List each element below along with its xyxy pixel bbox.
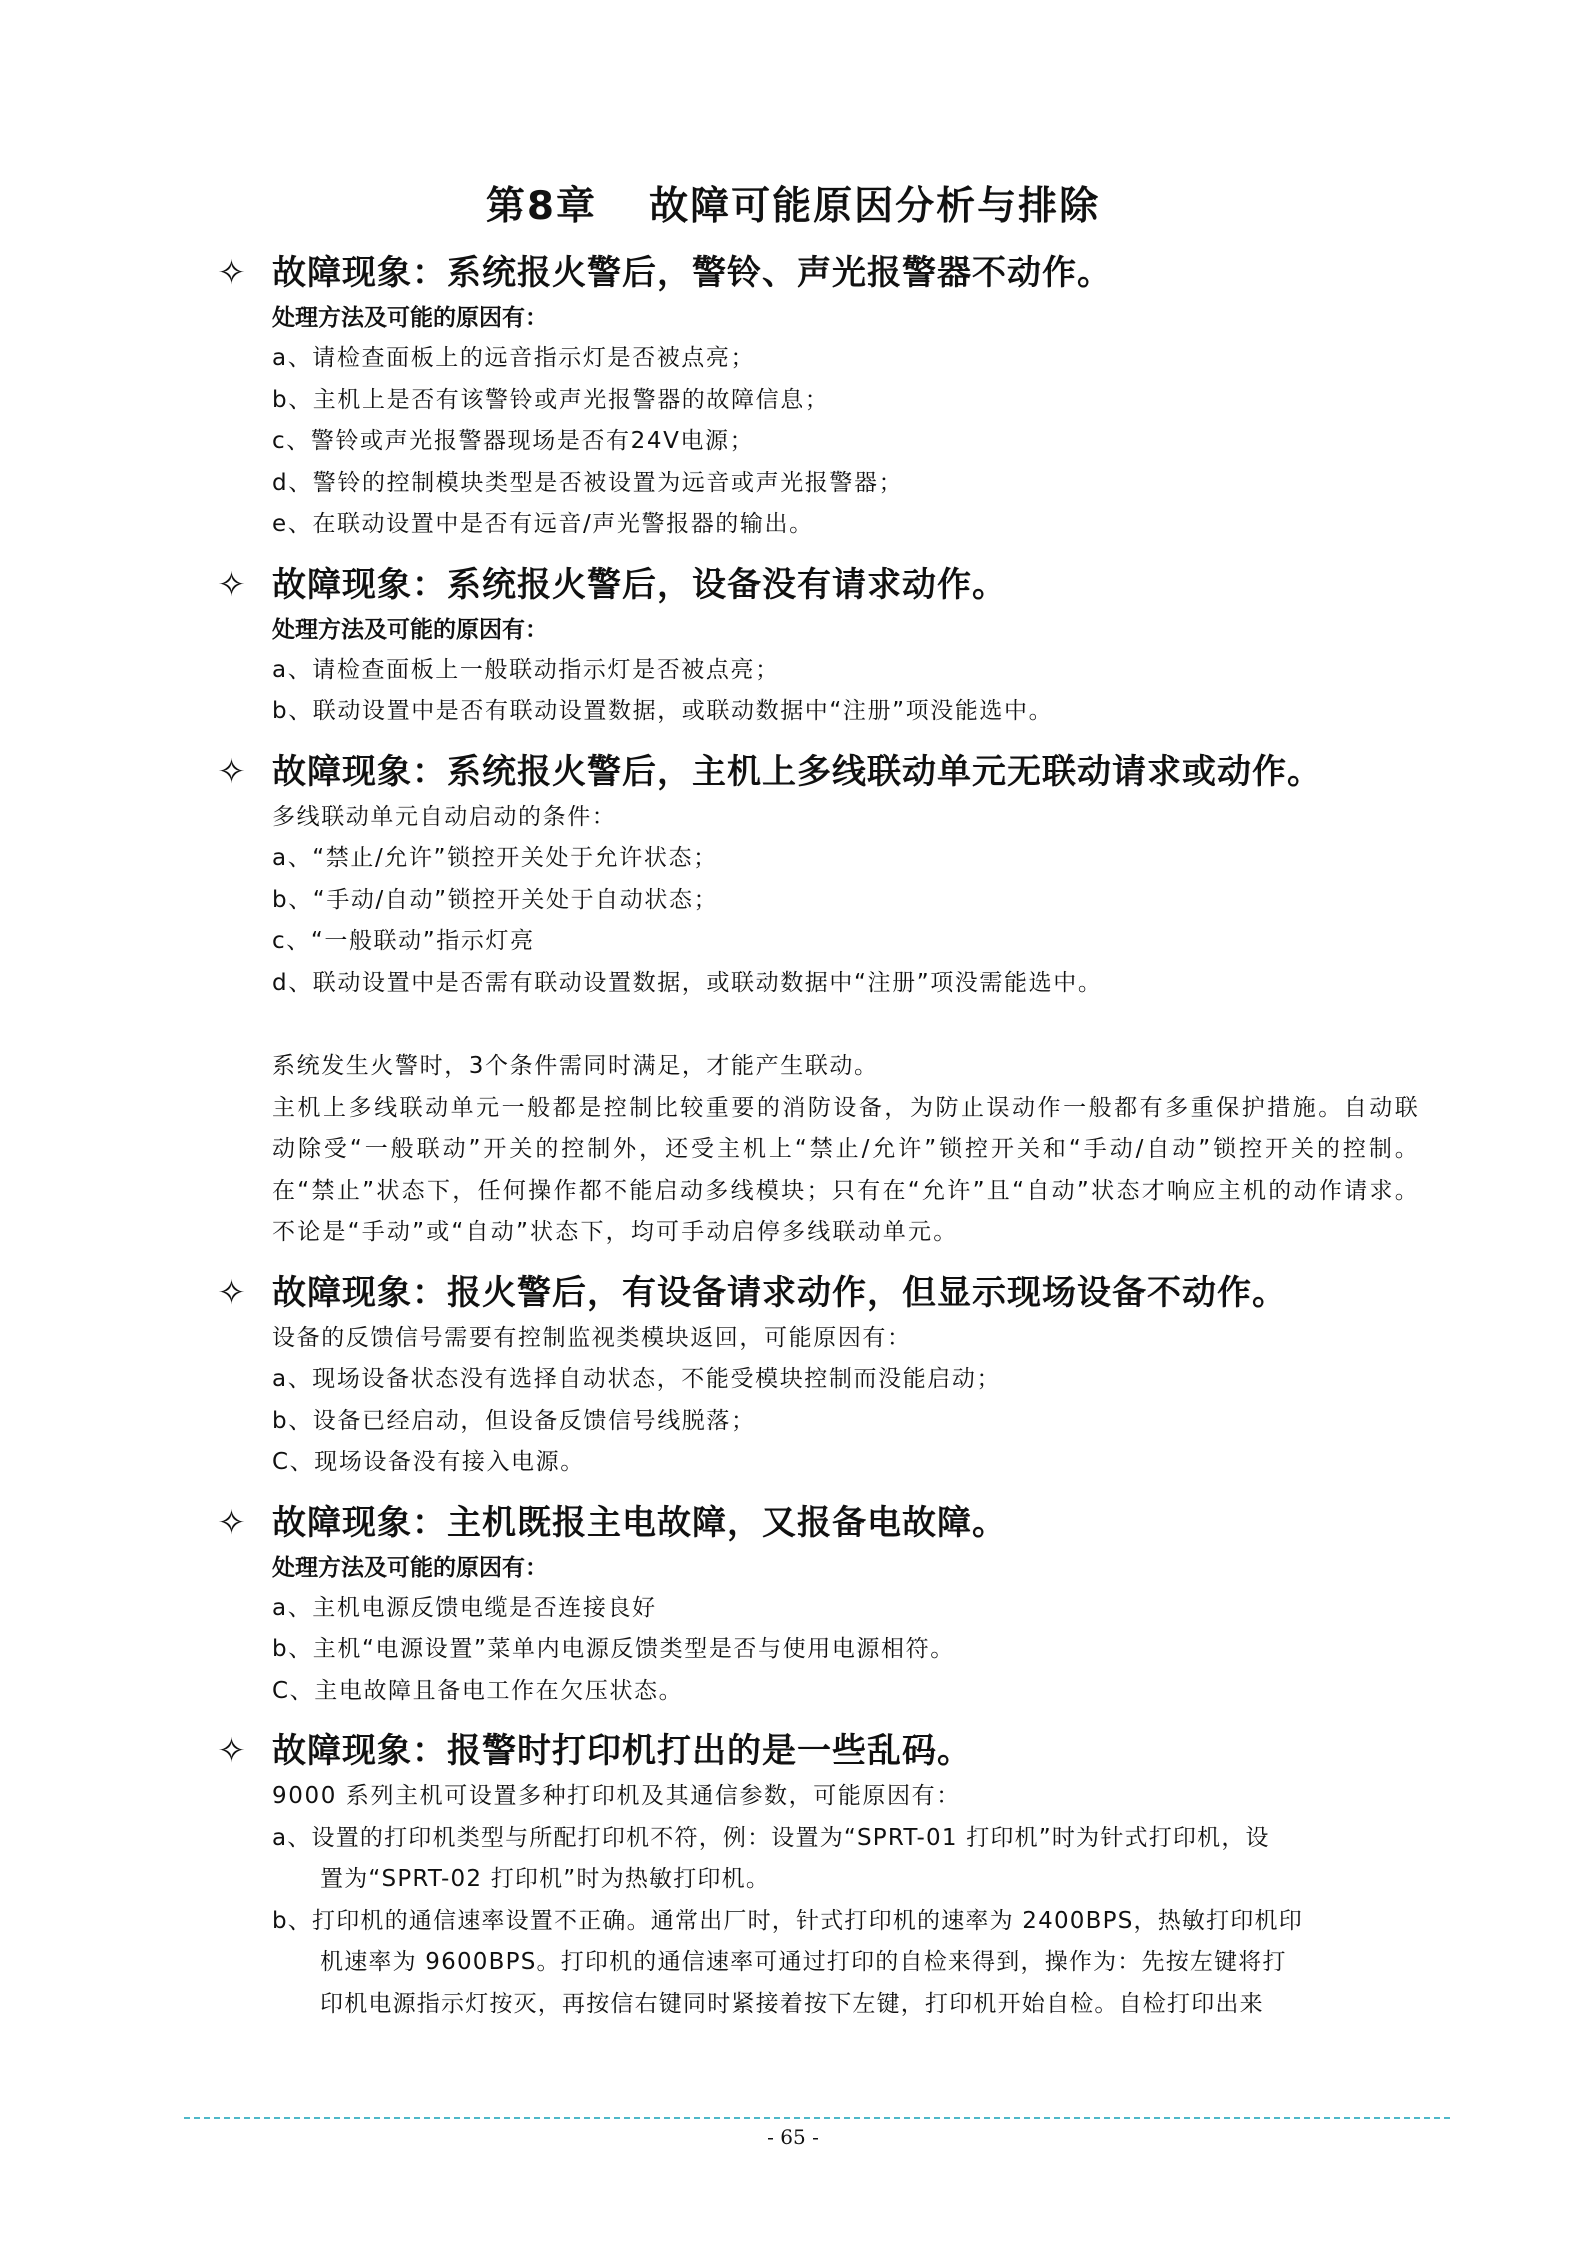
list-item: c、警铃或声光报警器现场是否有24V电源；	[272, 428, 755, 454]
list-item-continuation: 印机电源指示灯按灭，再按信右键同时紧接着按下左键，打印机开始自检。自检打印出来	[320, 1990, 1264, 2017]
note-text: 系统发生火警时，3个条件需同时满足，才能产生联动。	[272, 1053, 879, 1079]
footer-divider	[184, 2117, 1450, 2119]
list-item: C、主电故障且备电工作在欠压状态。	[272, 1677, 684, 1704]
heading-text: 故障现象：报火警后，有设备请求动作，但显示现场设备不动作。	[272, 1272, 1287, 1313]
list-item-continuation: 机速率为 9600BPS。打印机的通信速率可通过打印的自检来得到，操作为：先按左键将打	[320, 1949, 1287, 1975]
list-item: a、请检查面板上一般联动指示灯是否被点亮；	[272, 656, 780, 683]
heading-text: 故障现象：系统报火警后，设备没有请求动作。	[272, 564, 1007, 605]
section-6	[210, 1726, 1420, 2025]
list-item: c、“一般联动”指示灯亮	[272, 928, 535, 954]
list-item: C、现场设备没有接入电源。	[272, 1449, 585, 1475]
diamond-bullet-icon: ✧	[217, 1731, 247, 1771]
list-item: b、主机“电源设置”菜单内电源反馈类型是否与使用电源相符。	[272, 1636, 955, 1662]
list-item: a、请检查面板上的远音指示灯是否被点亮；	[272, 345, 756, 371]
diamond-bullet-icon: ✧	[217, 1502, 247, 1543]
section-1	[210, 248, 1420, 546]
section-heading	[210, 1498, 1420, 1548]
heading-text: 故障现象：系统报火警后，警铃、声光报警器不动作。	[272, 253, 1112, 293]
explanation-paragraph: 主机上多线联动单元一般都是控制比较重要的消防设备，为防止误动作一般都有多重保护措施。自动联动除受“一般联动”开关的控制外，还受主机上“禁止/允许”锁控开关和“手动/自动”锁控开关的控制。在“禁止”状态下，任何操作都不能启动多线模块；只有在“允许”且“自动”状态才响应主机的动作请求。不论是“手动”或“自动”状态下，均可手动启停多线联动单元。	[272, 1094, 1420, 1245]
heading-text: 故障现象：系统报火警后，主机上多线联动单元无联动请求或动作。	[272, 751, 1322, 792]
subheading: 处理方法及可能的原因有：	[272, 1554, 548, 1581]
diamond-bullet-icon: ✧	[217, 1272, 247, 1313]
section-heading	[210, 560, 1420, 610]
list-item: a、主机电源反馈电缆是否连接良好	[272, 1594, 657, 1621]
intro-text: 设备的反馈信号需要有控制监视类模块返回，可能原因有：	[272, 1324, 912, 1351]
page-content	[210, 248, 1420, 2025]
section-3	[210, 747, 1420, 1254]
section-2	[210, 560, 1420, 733]
list-item	[210, 1901, 1420, 2026]
diamond-bullet-icon: ✧	[217, 564, 247, 605]
list-item: e、在联动设置中是否有远音/声光警报器的输出。	[272, 511, 814, 537]
list-item-first-line: a、设置的打印机类型与所配打印机不符，例：设置为“SPRT-01 打印机”时为针式打印机，设	[272, 1824, 1270, 1851]
section-5	[210, 1498, 1420, 1713]
subheading: 处理方法及可能的原因有：	[272, 305, 548, 331]
chapter-title	[0, 180, 1586, 234]
section-heading	[210, 1726, 1420, 1776]
list-item: a、“禁止/允许”锁控开关处于允许状态；	[272, 845, 718, 871]
list-item-continuation: 置为“SPRT-02 打印机”时为热敏打印机。	[320, 1866, 771, 1892]
list-item: b、联动设置中是否有联动设置数据，或联动数据中“注册”项没能选中。	[272, 698, 1054, 724]
list-item: b、主机上是否有该警铃或声光报警器的故障信息；	[272, 386, 830, 413]
intro-text: 多线联动单元自动启动的条件：	[272, 803, 617, 830]
list-item: d、警铃的控制模块类型是否被设置为远音或声光报警器；	[272, 469, 904, 496]
list-item: b、“手动/自动”锁控开关处于自动状态；	[272, 886, 719, 913]
chapter-name: 故障可能原因分析与排除	[649, 184, 1101, 229]
section-heading	[210, 747, 1420, 797]
intro-text: 9000 系列主机可设置多种打印机及其通信参数，可能原因有：	[272, 1783, 961, 1809]
list-item	[210, 1818, 1420, 1901]
section-heading	[210, 248, 1420, 298]
heading-text: 故障现象：主机既报主电故障，又报备电故障。	[272, 1502, 1007, 1543]
chapter-number: 第8章	[485, 184, 598, 229]
page-number: - 65 -	[767, 2125, 819, 2149]
section-4	[210, 1268, 1420, 1484]
list-item: d、联动设置中是否需有联动设置数据，或联动数据中“注册”项没需能选中。	[272, 969, 1103, 996]
diamond-bullet-icon: ✧	[217, 751, 247, 792]
heading-text: 故障现象：报警时打印机打出的是一些乱码。	[272, 1731, 972, 1771]
list-item: a、现场设备状态没有选择自动状态，不能受模块控制而没能启动；	[272, 1366, 1002, 1392]
section-heading	[210, 1268, 1420, 1318]
list-item: b、设备已经启动，但设备反馈信号线脱落；	[272, 1407, 756, 1434]
list-item-first-line: b、打印机的通信速率设置不正确。通常出厂时，针式打印机的速率为 2400BPS，热敏打印机印	[272, 1907, 1303, 1934]
subheading: 处理方法及可能的原因有：	[272, 616, 548, 643]
diamond-bullet-icon: ✧	[217, 253, 247, 293]
